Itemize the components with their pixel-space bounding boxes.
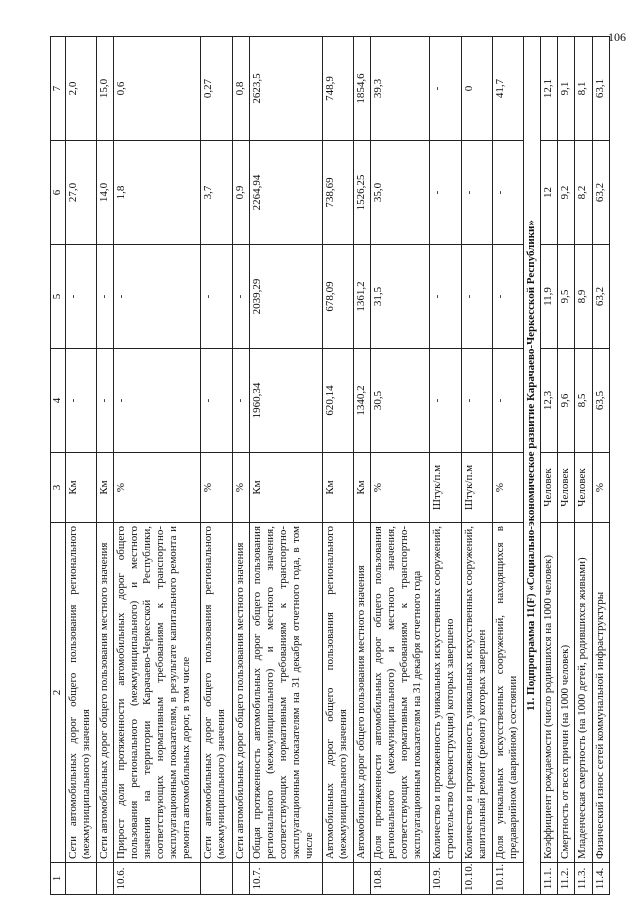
row-value-col4: 1960,34: [249, 349, 322, 453]
row-description: Количество и протяженность уникальных искусственных сооружений, капитальный ремонт (ремонт) которых завершен: [461, 523, 492, 863]
row-unit: Км: [322, 453, 353, 523]
row-unit: Человек: [575, 453, 592, 523]
row-value-col5: 8,9: [575, 245, 592, 349]
row-value-col7: 1854,6: [354, 37, 371, 141]
row-value-col6: 27,0: [66, 141, 97, 245]
table-row: [249, 37, 322, 895]
row-unit: %: [201, 453, 232, 523]
row-description: Автомобильных дорог общего пользования местного значения: [354, 523, 371, 863]
row-value-col5: -: [66, 245, 97, 349]
table-body: [51, 37, 610, 895]
row-description: Количество и протяженность уникальных искусственных сооружений, строительство (реконструкция) которых завершено: [430, 523, 461, 863]
row-description: Сети автомобильных дорог общего пользования регионального (межмуниципального) значения: [66, 523, 97, 863]
indicators-table: [50, 36, 610, 895]
row-value-col4: -: [201, 349, 232, 453]
table-row: [492, 37, 523, 895]
row-value-col4: 30,5: [371, 349, 430, 453]
row-value-col4: -: [97, 349, 114, 453]
row-description: Сети автомобильных дорог общего пользования местного значения: [232, 523, 249, 863]
row-value-col6: 35,0: [371, 141, 430, 245]
row-value-col7: 15,0: [97, 37, 114, 141]
row-number: 10.10.: [461, 863, 492, 895]
row-description: Сети автомобильных дорог общего пользования местного значения: [97, 523, 114, 863]
row-value-col6: -: [492, 141, 523, 245]
row-value-col6: 1,8: [114, 141, 201, 245]
row-unit: %: [371, 453, 430, 523]
row-number: [97, 863, 114, 895]
table-row: [114, 37, 201, 895]
table-row: [66, 37, 97, 895]
row-number: 11.2.: [558, 863, 575, 895]
header-cell: 5: [51, 245, 66, 349]
row-value-col6: 2264,94: [249, 141, 322, 245]
page-number: 106: [608, 30, 626, 44]
row-number: 10.9.: [430, 863, 461, 895]
row-number: 10.8.: [371, 863, 430, 895]
row-value-col6: 3,7: [201, 141, 232, 245]
table-row: [461, 37, 492, 895]
header-cell: 1: [51, 863, 66, 895]
table-row: [371, 37, 430, 895]
table-row: [354, 37, 371, 895]
row-value-col6: 9,2: [558, 141, 575, 245]
row-description: Доля уникальных искусственных сооружений, находящихся в предаварийном (аварийном) состоянии: [492, 523, 523, 863]
rotated-table-wrapper: [50, 37, 610, 895]
row-value-col6: 0,9: [232, 141, 249, 245]
row-value-col6: 63,2: [592, 141, 609, 245]
row-value-col5: 9,5: [558, 245, 575, 349]
row-value-col6: -: [461, 141, 492, 245]
row-value-col4: 8,5: [575, 349, 592, 453]
row-unit: Км: [249, 453, 322, 523]
row-value-col4: 12,3: [541, 349, 558, 453]
row-value-col4: -: [461, 349, 492, 453]
row-description: Смертность от всех причин (на 1000 человек): [558, 523, 575, 863]
row-value-col5: -: [97, 245, 114, 349]
row-number: 11.4.: [592, 863, 609, 895]
row-value-col4: 1340,2: [354, 349, 371, 453]
row-number: [322, 863, 353, 895]
row-value-col4: -: [232, 349, 249, 453]
row-value-col7: 2,0: [66, 37, 97, 141]
row-value-col5: 1361,2: [354, 245, 371, 349]
row-value-col7: 12,1: [541, 37, 558, 141]
row-number: 10.7.: [249, 863, 322, 895]
row-value-col4: 620,14: [322, 349, 353, 453]
row-value-col4: -: [492, 349, 523, 453]
row-number: 10.11.: [492, 863, 523, 895]
row-unit: Км: [66, 453, 97, 523]
row-value-col7: 39,3: [371, 37, 430, 141]
row-value-col7: 41,7: [492, 37, 523, 141]
row-value-col6: 12: [541, 141, 558, 245]
row-value-col5: -: [114, 245, 201, 349]
row-value-col4: -: [114, 349, 201, 453]
row-value-col5: 63,2: [592, 245, 609, 349]
row-value-col7: 2623,5: [249, 37, 322, 141]
row-value-col7: 0,27: [201, 37, 232, 141]
row-unit: Км: [97, 453, 114, 523]
row-unit: %: [232, 453, 249, 523]
row-value-col5: -: [232, 245, 249, 349]
row-value-col5: -: [430, 245, 461, 349]
row-number: [354, 863, 371, 895]
table-row: [201, 37, 232, 895]
header-cell: 6: [51, 141, 66, 245]
row-value-col4: -: [430, 349, 461, 453]
row-description: Физический износ сетей коммунальной инфраструктуры: [592, 523, 609, 863]
row-value-col7: 0,6: [114, 37, 201, 141]
row-description: Коэффициент рождаемости (число родившихся на 1000 человек): [541, 523, 558, 863]
row-value-col5: -: [461, 245, 492, 349]
row-unit: Штук/п.м: [430, 453, 461, 523]
header-cell: 7: [51, 37, 66, 141]
row-unit: Км: [354, 453, 371, 523]
row-unit: %: [492, 453, 523, 523]
header-cell: 2: [51, 523, 66, 863]
row-description: Младенческая смертность (на 1000 детей, родившихся живыми): [575, 523, 592, 863]
header-cell: 4: [51, 349, 66, 453]
table-row: [97, 37, 114, 895]
row-value-col6: 738,69: [322, 141, 353, 245]
row-value-col6: 8,2: [575, 141, 592, 245]
table-row: [541, 37, 558, 895]
row-value-col7: -: [430, 37, 461, 141]
row-unit: %: [592, 453, 609, 523]
row-description: Автомобильных дорог общего пользования регионального (межмуниципального) значения: [322, 523, 353, 863]
row-value-col5: 11,9: [541, 245, 558, 349]
table-row: [232, 37, 249, 895]
row-value-col7: 63,1: [592, 37, 609, 141]
row-number: 10.6.: [114, 863, 201, 895]
row-value-col6: 1526,25: [354, 141, 371, 245]
row-value-col7: 748,9: [322, 37, 353, 141]
row-value-col6: -: [430, 141, 461, 245]
row-value-col4: 9,6: [558, 349, 575, 453]
row-description: Доля протяженности автомобильных дорог общего пользования регионального (межмуниципального) и местного значения, соответствующих нормативным требованиям к транспортно-эксплуатационным показателям на 31 декабря отчетного года: [371, 523, 430, 863]
row-value-col5: 31,5: [371, 245, 430, 349]
row-unit: Штук/п.м: [461, 453, 492, 523]
section-title: 11. Подпрограмма 11(F) «Социально-экономическое развитие Карачаево-Черкесской Республики»: [523, 37, 540, 895]
row-unit: Человек: [541, 453, 558, 523]
row-number: 11.1.: [541, 863, 558, 895]
header-cell: 3: [51, 453, 66, 523]
row-description: Сети автомобильных дорог общего пользования регионального (межмуниципального) значения: [201, 523, 232, 863]
row-value-col7: 0,8: [232, 37, 249, 141]
row-number: [232, 863, 249, 895]
row-value-col5: 678,09: [322, 245, 353, 349]
row-number: [66, 863, 97, 895]
row-unit: %: [114, 453, 201, 523]
row-value-col4: -: [66, 349, 97, 453]
row-value-col6: 14,0: [97, 141, 114, 245]
row-description: Прирост доли протяженности автомобильных дорог общего пользования регионального (межмуниципального) и местного значения на территории Карачаево-Черкесской Республики, соответствующих нормативным требованиям к транспортно-эксплуатационным показателям, в результате капитального ремонта и ремонта автомобильных дорог, в том числе: [114, 523, 201, 863]
table-row: [558, 37, 575, 895]
row-value-col4: 63,5: [592, 349, 609, 453]
row-value-col7: 8,1: [575, 37, 592, 141]
table-row: [575, 37, 592, 895]
section-row: [523, 37, 540, 895]
header-row: [51, 37, 66, 895]
row-value-col5: -: [201, 245, 232, 349]
row-number: 11.3.: [575, 863, 592, 895]
row-number: [201, 863, 232, 895]
row-value-col5: 2039,29: [249, 245, 322, 349]
row-value-col7: 9,1: [558, 37, 575, 141]
table-row: [592, 37, 609, 895]
row-description: Общая протяженность автомобильных дорог общего пользования регионального (межмуниципального) и местного значения, соответствующих нормативным требованиям к транспортно-эксплуатационным показателям на 31 декабря отчетного года, в том числе: [249, 523, 322, 863]
row-unit: Человек: [558, 453, 575, 523]
table-row: [322, 37, 353, 895]
table-row: [430, 37, 461, 895]
row-value-col7: 0: [461, 37, 492, 141]
row-value-col5: -: [492, 245, 523, 349]
